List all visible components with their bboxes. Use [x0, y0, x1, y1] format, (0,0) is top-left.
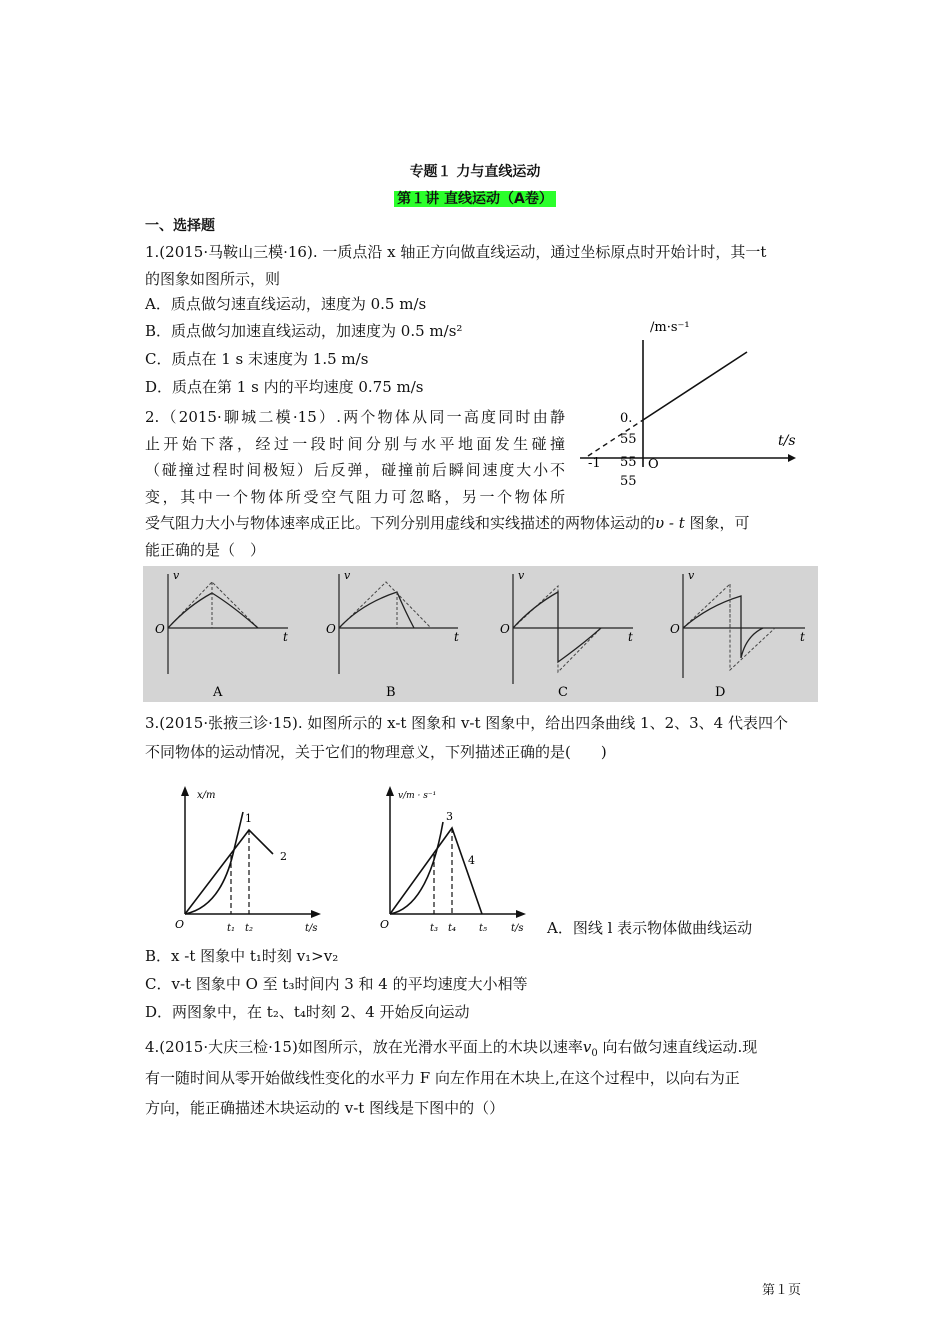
q1-neg-tick: -1 — [588, 456, 601, 471]
q1-stem-line2: 的图象如图所示，则 — [145, 270, 281, 288]
q1-y-label: /m·s⁻¹ — [650, 320, 690, 335]
q3-xt-curve-2 — [185, 830, 273, 914]
q2-graph-a — [155, 569, 288, 700]
q3-vt-y-arrow — [386, 786, 394, 796]
q2-c-dashed-curve — [513, 586, 601, 672]
q2-vt-symbol: υ - t — [655, 514, 685, 532]
q3-xt-t1-label: t₁ — [227, 923, 236, 934]
q3-vt-t3-label: t₃ — [430, 923, 439, 934]
q3-xt-curve-1 — [185, 812, 243, 914]
q1-graph — [580, 312, 805, 492]
q1-stacked-label-3: 55 — [620, 474, 637, 489]
page-subtitle — [0, 188, 950, 208]
q3-vt-t4-label: t₄ — [448, 923, 457, 934]
q3-xt-curve-1-label: 1 — [245, 812, 252, 825]
q3-option-d: D．两图象中，在 t₂、t₄时刻 2、4 开始反向运动 — [145, 1003, 470, 1021]
q2-b-label: B — [386, 685, 396, 700]
q2-c-v-label: v — [518, 569, 525, 582]
q4-line1-tail: 向右做匀速直线运动.现 — [597, 1038, 758, 1056]
q1-option-b: B．质点做匀加速直线运动，加速度为 0.5 m/s² — [145, 322, 463, 340]
q2-stem-line5-text: 受气阻力大小与物体速率成正比。下列分别用虚线和实线描述的两物体运动的 — [145, 514, 656, 532]
q2-b-dashed-curve — [339, 582, 431, 628]
q2-stem-line4: 变，其中一个物体所受空气阻力可忽略，另一个物体所 — [145, 488, 565, 506]
q3-stem-line2: 不同物体的运动情况，关于它们的物理意义，下列描述正确的是( ) — [145, 743, 607, 761]
q2-graph-d — [670, 569, 805, 700]
q3-vt-curve-4 — [390, 828, 482, 914]
q2-graph-b — [326, 569, 459, 700]
q2-graphs-figure — [143, 566, 818, 702]
q2-a-solid-curve — [168, 593, 258, 628]
q1-stacked-label-2: 55 — [620, 455, 637, 470]
q2-c-label: C — [558, 685, 568, 700]
q2-a-o-label: O — [155, 622, 165, 636]
q1-origin-label: O — [648, 457, 659, 472]
q2-a-dashed-curve — [168, 582, 258, 628]
q2-c-o-label: O — [500, 622, 510, 636]
q3-option-c: C．v-t 图象中 O 至 t₃时间内 3 和 4 的平均速度大小相等 — [145, 975, 528, 993]
q1-option-d: D．质点在第 1 s 内的平均速度 0.75 m/s — [145, 378, 424, 396]
q2-stem-line3: （碰撞过程时间极短）后反弹，碰撞前后瞬间速度大小不 — [145, 461, 565, 479]
q4-v0-symbol: v — [582, 1038, 592, 1056]
q2-a-label: A — [213, 685, 223, 700]
q1-x-label: t/s — [778, 433, 796, 449]
q3-xt-origin: O — [175, 918, 185, 931]
q1-stacked-label-1: 55 — [620, 432, 637, 447]
q2-stem-line6: 能正确的是（ ） — [145, 541, 266, 559]
page-title: 专题１ 力与直线运动 — [409, 164, 541, 180]
q2-d-t-label: t — [800, 630, 805, 644]
q3-vt-curve-4-label: 4 — [468, 854, 475, 867]
q4-line1-text: 4.(2015·大庆三检·15)如图所示，放在光滑水平面上的木块以速率 — [145, 1038, 583, 1056]
q2-b-t-label: t — [454, 630, 459, 644]
q2-b-o-label: O — [326, 622, 336, 636]
q2-c-solid-curve — [513, 592, 601, 662]
q3-vt-curve-3 — [390, 822, 443, 914]
q4-line2: 有一随时间从零开始做线性变化的水平力 F 向左作用在木块上,在这个过程中，以向右为正 — [145, 1069, 740, 1087]
q3-option-a: A．图线 l 表示物体做曲线运动 — [547, 919, 753, 937]
q3-xt-y-label: x/m — [197, 790, 216, 801]
q1-stem-line1: 1.(2015·马鞍山三模·16). 一质点沿 x 轴正方向做直线运动，通过坐标原点时开始计时，其一t — [145, 243, 767, 261]
subtitle-highlight: 第１讲 直线运动（A卷） — [394, 191, 556, 207]
q3-xt-y-arrow — [181, 786, 189, 796]
q1-option-c: C．质点在 1 s 末速度为 1.5 m/s — [145, 350, 369, 368]
q2-b-v-label: v — [344, 569, 351, 582]
q2-stem-line1: 2.（2015·聊城二模·15）.两个物体从同一高度同时由静 — [145, 408, 565, 426]
q2-d-solid-curve — [683, 596, 763, 658]
q3-stem-line1: 3.(2015·张掖三诊·15). 如图所示的 x-t 图象和 v-t 图象中，给出四条曲线 1、2、3、4 代表四个 — [145, 714, 788, 732]
q3-vt-x-arrow — [516, 910, 526, 918]
q3-vt-origin: O — [380, 918, 390, 931]
q3-xt-t2-label: t₂ — [245, 923, 254, 934]
q2-graph-c — [500, 569, 633, 700]
q3-vt-curve-3-label: 3 — [446, 810, 453, 823]
q3-vt-x-label: t/s — [511, 923, 524, 934]
q3-xt-curve-2-label: 2 — [280, 850, 287, 863]
q2-a-v-label: v — [173, 569, 180, 582]
q1-x-arrow — [788, 454, 796, 462]
q3-vt-t5-label: t₅ — [479, 923, 488, 934]
q4-line1 — [145, 1034, 815, 1067]
q1-intercept-label: 0. — [620, 411, 633, 426]
q3-vt-y-label: v/m · s⁻¹ — [398, 791, 437, 801]
q2-stem-line2: 止开始下落，经过一段时间分别与水平地面发生碰撞 — [145, 435, 565, 453]
q2-stem-line5-tail: 图象，可 — [684, 514, 750, 532]
q4-v0-subscript: 0 — [591, 1048, 598, 1059]
q2-a-t-label: t — [283, 630, 288, 644]
q4-line3: 方向，能正确描述木块运动的 v-t 图线是下图中的（） — [145, 1099, 505, 1117]
q3-option-b: B．x -t 图象中 t₁时刻 v₁>v₂ — [145, 947, 339, 965]
q2-c-t-label: t — [628, 630, 633, 644]
q2-stem-line5 — [145, 510, 815, 536]
q2-b-solid-curve — [339, 592, 414, 628]
page-number: 第１页 — [762, 1283, 802, 1298]
q2-d-v-label: v — [688, 569, 695, 582]
q3-xt-x-arrow — [311, 910, 321, 918]
q2-d-label: D — [715, 685, 726, 700]
q3-vt-graph — [370, 782, 545, 937]
q2-graphs-svg — [143, 566, 818, 702]
q2-d-dashed-curve — [683, 584, 775, 670]
q1-option-a: A．质点做匀速直线运动，速度为 0.5 m/s — [145, 295, 427, 313]
q3-xt-x-label: t/s — [305, 923, 318, 934]
q2-d-o-label: O — [670, 622, 680, 636]
q1-solid-line — [643, 352, 747, 420]
section-heading: 一、选择题 — [145, 218, 215, 234]
q3-xt-graph — [165, 782, 335, 937]
